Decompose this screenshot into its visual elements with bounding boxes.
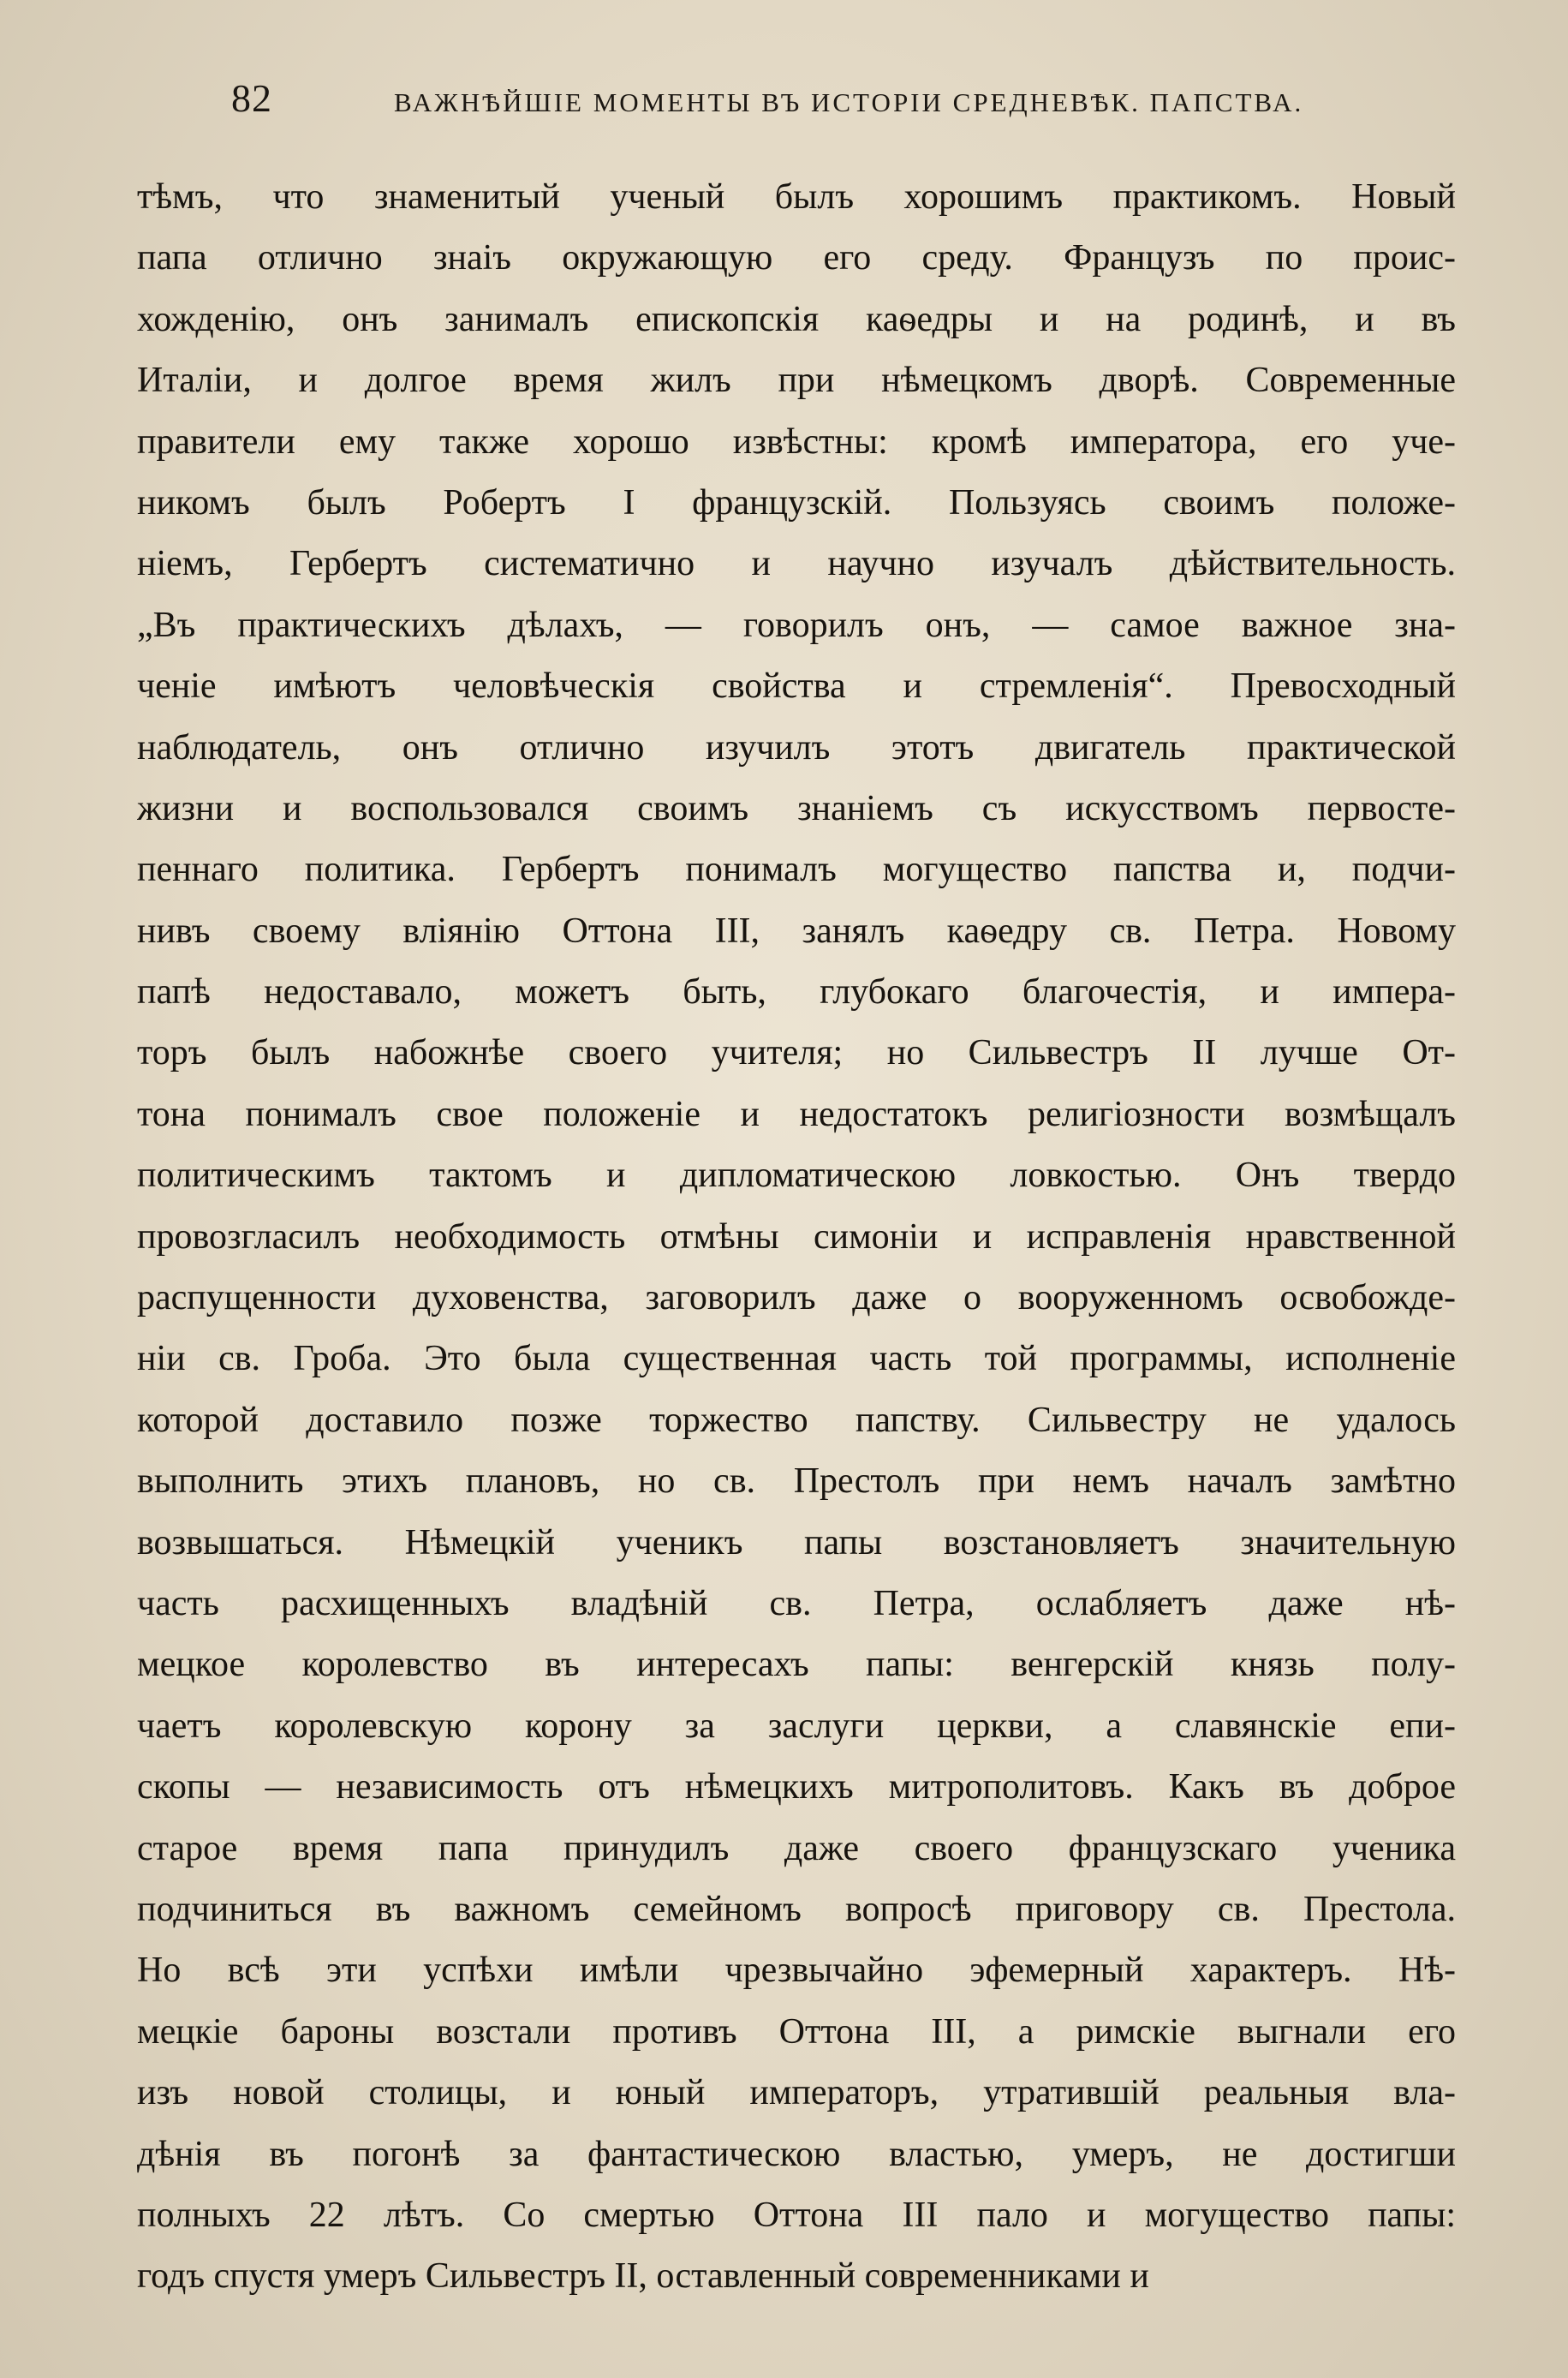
text-line: нивъ своему вліянію Оттона III, занялъ каѳедру св. Петра. Новому bbox=[137, 911, 1456, 951]
text-line: которой доставило позже торжество папству. Сильвестру не удалось bbox=[137, 1400, 1456, 1440]
text-line: ніи св. Гроба. Это была существенная часть той программы, исполненіе bbox=[137, 1339, 1456, 1379]
text-line: выполнить этихъ плановъ, но св. Престолъ при немъ началъ замѣтно bbox=[137, 1461, 1456, 1502]
text-line: мецкіе бароны возстали противъ Оттона III, а римскіе выгнали его bbox=[137, 2011, 1456, 2052]
text-line: годъ спустя умеръ Сильвестръ II, оставленный современниками и bbox=[137, 2256, 1149, 2297]
text-line: политическимъ тактомъ и дипломатическою ловкостью. Онъ твердо bbox=[137, 1156, 1456, 1196]
text-line: провозгласилъ необходимость отмѣны симоніи и исправленія нравственной bbox=[137, 1216, 1456, 1257]
text-line: пеннаго политика. Гербертъ понималъ могущество папства и, подчи- bbox=[137, 850, 1456, 890]
text-line: „Въ практическихъ дѣлахъ, — говорилъ онъ, — самое важное зна- bbox=[137, 605, 1456, 645]
text-line: старое время папа принудилъ даже своего французскаго ученика bbox=[137, 1828, 1456, 1868]
running-title: ВАЖНѢЙШІЕ МОМЕНТЫ ВЪ ИСТОРІИ СРЕДНЕВѢК. ПАПСТВА. bbox=[394, 87, 1304, 117]
text-line: ченіе имѣютъ человѣческія свойства и стремленія“. Превосходный bbox=[137, 666, 1456, 707]
text-line: мецкое королевство въ интересахъ папы: венгерскій князь полу- bbox=[137, 1645, 1456, 1685]
text-line: Но всѣ эти успѣхи имѣли чрезвычайно эфемерный характеръ. Нѣ- bbox=[137, 1951, 1456, 1991]
text-line: папа отлично знаіъ окружающую его среду. Французъ по проис- bbox=[137, 238, 1456, 278]
text-line: подчиниться въ важномъ семейномъ вопросѣ приговору св. Престола. bbox=[137, 1889, 1456, 1929]
text-line: изъ новой столицы, и юный императоръ, утратившій реальныя вла- bbox=[137, 2073, 1456, 2113]
text-line: торъ былъ набожнѣе своего учителя; но Сильвестръ II лучше От- bbox=[137, 1033, 1456, 1073]
text-line: никомъ былъ Робертъ I французскій. Пользуясь своимъ положе- bbox=[137, 482, 1456, 523]
text-line: наблюдатель, онъ отлично изучилъ этотъ двигатель практической bbox=[137, 727, 1456, 768]
text-line: Италіи, и долгое время жилъ при нѣмецкомъ дворѣ. Современные bbox=[137, 361, 1456, 401]
text-line: часть расхищенныхъ владѣній св. Петра, ослабляетъ даже нѣ- bbox=[137, 1583, 1456, 1623]
text-line: ніемъ, Гербертъ систематично и научно изучалъ дѣйствительность. bbox=[137, 544, 1456, 584]
text-line: правители ему также хорошо извѣстны: кромѣ императора, его уче- bbox=[137, 421, 1456, 462]
text-line: хожденію, онъ занималъ епископскія каѳедры и на родинѣ, и въ bbox=[137, 299, 1456, 339]
text-line: жизни и воспользовался своимъ знаніемъ съ искусствомъ первосте- bbox=[137, 788, 1456, 828]
page-number: 82 bbox=[231, 76, 272, 120]
text-line: чаетъ королевскую корону за заслуги церкви, а славянскіе епи- bbox=[137, 1706, 1456, 1746]
body-text bbox=[137, 167, 1456, 2308]
text-line: скопы — независимость отъ нѣмецкихъ митрополитовъ. Какъ въ доброе bbox=[137, 1767, 1456, 1807]
text-line: тѣмъ, что знаменитый ученый былъ хорошимъ практикомъ. Новый bbox=[137, 177, 1456, 217]
text-line: полныхъ 22 лѣтъ. Со смертью Оттона III пало и могущество папы: bbox=[137, 2195, 1456, 2235]
text-line: папѣ недоставало, можетъ быть, глубокаго благочестія, и импера- bbox=[137, 972, 1456, 1013]
text-line: тона понималъ свое положеніе и недостатокъ религіозности возмѣщалъ bbox=[137, 1094, 1456, 1134]
running-head bbox=[231, 75, 1430, 135]
text-line: возвышаться. Нѣмецкій ученикъ папы возстановляетъ значительную bbox=[137, 1522, 1456, 1562]
text-line: распущенности духовенства, заговорилъ даже о вооруженномъ освобожде- bbox=[137, 1278, 1456, 1318]
text-line: дѣнія въ погонѣ за фантастическою властью, умеръ, не достигши bbox=[137, 2134, 1456, 2174]
